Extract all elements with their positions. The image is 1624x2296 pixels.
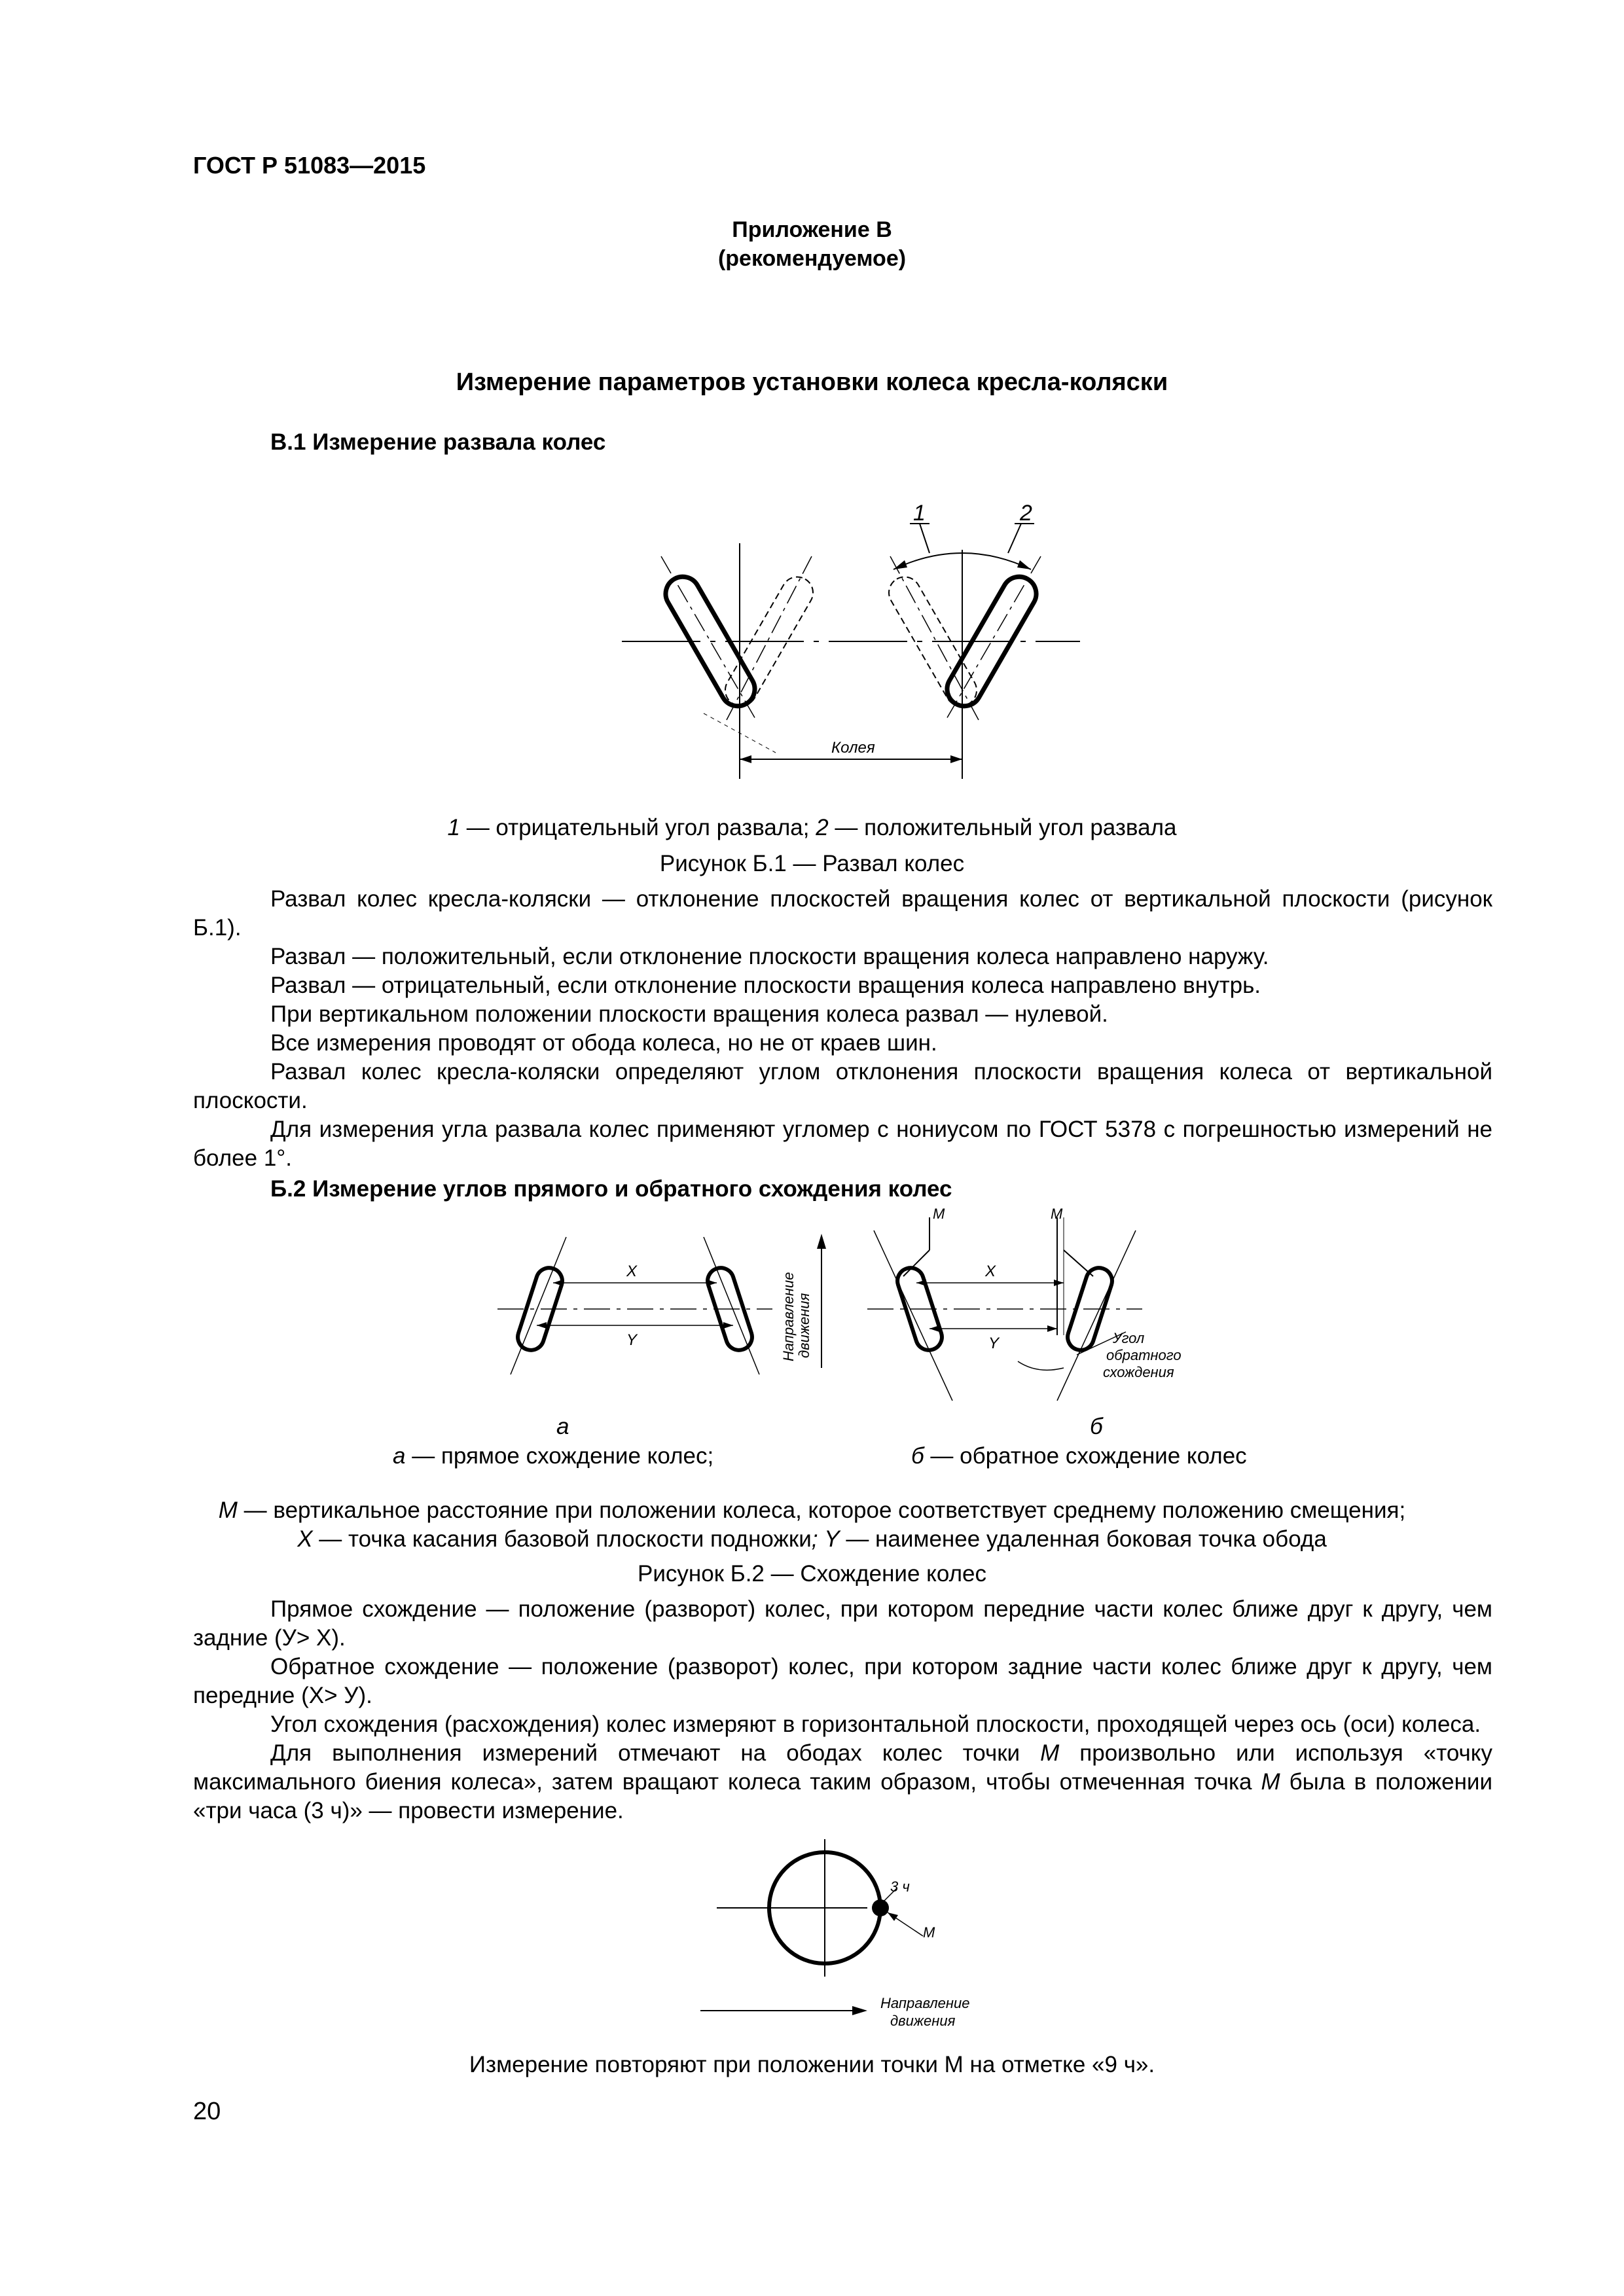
- section-2-heading: Б.2 Измерение углов прямого и обратного схождения колес: [270, 1176, 952, 1202]
- figure-1-legend: [0, 815, 1624, 841]
- subfigure-a-caption: а — прямое схождение колес;: [393, 1443, 714, 1469]
- section-2-body: [193, 1595, 1492, 1825]
- angle-label-3: схождения: [1103, 1364, 1174, 1380]
- direction-arrow-figure: [772, 1230, 831, 1374]
- paragraph: Развал колес кресла-коляски определяют углом отклонения плоскости вращения колеса от вертикальной плоскости.: [193, 1059, 1492, 1113]
- label-3h: 3 ч: [890, 1878, 910, 1895]
- right-wheel-positive: [941, 556, 1042, 720]
- x-label: X: [985, 1263, 996, 1280]
- legend-1-text: — отрицательный угол развала;: [466, 815, 810, 840]
- paragraph: Прямое схождение — положение (разворот) колес, при котором передние части колес ближе друг к другу, чем задние (У> X).: [193, 1596, 1492, 1651]
- appendix-status: (рекомендуемое): [717, 246, 907, 271]
- paragraph: Для измерения угла развала колес применяют угломер с нониусом по ГОСТ 5378 с погрешностью измерений не более 1°.: [193, 1117, 1492, 1171]
- figure-2-legend-m: М — вертикальное расстояние при положении колеса, которое соответствует среднему положению смещения;: [218, 1498, 1406, 1523]
- angle-label-2: обратного: [1106, 1347, 1182, 1363]
- m-label-right: М: [1051, 1206, 1063, 1222]
- paragraph: При вертикальном положении плоскости вращения колеса развал — нулевой.: [270, 1001, 1108, 1027]
- legend-2-text: — положительный угол развала: [835, 815, 1177, 840]
- m-label-left: М: [933, 1206, 945, 1222]
- direction-label-2: движения: [890, 2013, 956, 2029]
- callout-2: 2: [1020, 504, 1032, 526]
- section-1-body: [193, 885, 1492, 1173]
- reverse-toe-angle-arc: [1018, 1361, 1064, 1370]
- paragraph: Все измерения проводят от обода колеса, но не от краев шин.: [270, 1030, 937, 1056]
- y-label: Y: [988, 1335, 1000, 1352]
- toe-in-figure: [497, 1224, 772, 1407]
- track-label: Колея: [831, 739, 875, 757]
- paragraph-m: Для выполнения измерений отмечают на ободах колес точки М произвольно или используя «точку максимального биения колеса», затем вращают колеса таким образом, чтобы отмеченная точка М была в положении «три часа (3 ч)» — провести измерение.: [193, 1740, 1492, 1823]
- right-ghost-axis: [890, 556, 979, 720]
- figure-2-legend-xy: X — точка касания базовой плоскости подножки; Y — наименее удаленная боковая точка обода: [297, 1526, 1327, 1552]
- paragraph: Обратное схождение — положение (разворот) колес, при котором задние части колес ближе друг к другу, чем передние (X> У).: [193, 1654, 1492, 1708]
- direction-label-1: Направление: [880, 1995, 970, 2011]
- direction-label-1: Направление: [780, 1272, 797, 1361]
- arrow-head-up: [817, 1234, 826, 1249]
- document-header: ГОСТ Р 51083—2015: [193, 152, 426, 179]
- paragraph: Развал — отрицательный, если отклонение плоскости вращения колеса направлено внутрь.: [270, 973, 1261, 998]
- figure-2-caption: Рисунок Б.2 — Схождение колес: [638, 1561, 986, 1587]
- point-m: [872, 1899, 889, 1916]
- legend-2-number: 2: [816, 815, 829, 840]
- paragraph: Развал колес кресла-коляски — отклонение плоскостей вращения колес от вертикальной плоскости (рисунок Б.1).: [193, 886, 1492, 941]
- left-wheel-negative: [659, 556, 776, 753]
- callout-1: 1: [913, 504, 926, 526]
- subfigure-b-label: б: [1090, 1414, 1103, 1439]
- subfigure-b-caption: б — обратное схождение колес: [911, 1443, 1247, 1469]
- y-label: Y: [626, 1331, 638, 1349]
- label-m: М: [923, 1924, 935, 1941]
- arc-arrow-left: [893, 560, 907, 569]
- legend-1-number: 1: [447, 815, 460, 840]
- paragraph: Угол схождения (расхождения) колес измеряют в горизонтальной плоскости, проходящей через ось (оси) колеса.: [270, 1712, 1481, 1737]
- subfigure-a-label: а: [556, 1414, 569, 1439]
- section-1-heading: В.1 Измерение развала колес: [270, 429, 606, 455]
- paragraph: Развал — положительный, если отклонение плоскости вращения колеса направлено наружу.: [270, 944, 1269, 969]
- clock-position-figure: [694, 1839, 1034, 2055]
- direction-label-2: движения: [796, 1293, 812, 1358]
- page-number: 20: [193, 2098, 221, 2125]
- camber-figure: [622, 504, 1080, 779]
- angle-label-1: Угол: [1113, 1330, 1145, 1346]
- arc-arrow-right: [1017, 560, 1031, 569]
- appendix-name: Приложение В: [732, 217, 892, 242]
- figure-1-caption: Рисунок Б.1 — Развал колес: [659, 851, 965, 876]
- arrow-head-right: [852, 2006, 867, 2015]
- toe-out-figure: [867, 1204, 1208, 1407]
- x-label: X: [626, 1263, 638, 1280]
- final-note: Измерение повторяют при положении точки М на отметке «9 ч».: [469, 2052, 1155, 2077]
- page-title: Измерение параметров установки колеса кресла-коляски: [456, 368, 1168, 396]
